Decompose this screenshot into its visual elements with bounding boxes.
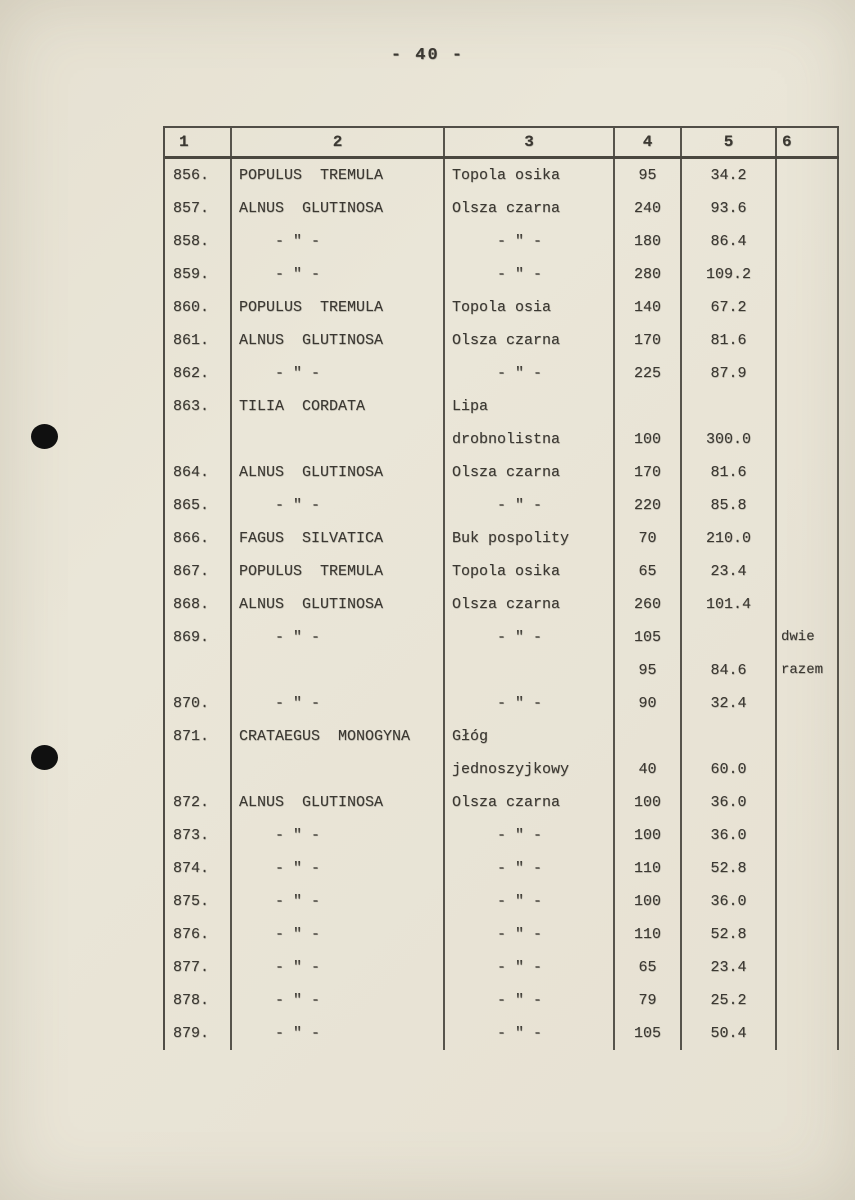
cell-note xyxy=(777,720,839,786)
cell-col4-value: 170 xyxy=(615,324,682,357)
cell-row-number: 856. xyxy=(165,159,232,192)
cell-row-number: 871. xyxy=(165,720,232,786)
cell-note xyxy=(777,918,839,951)
cell-col5-value: 23.4 xyxy=(682,555,777,588)
cell-note xyxy=(777,456,839,489)
punch-hole-bottom xyxy=(31,745,58,770)
table-row xyxy=(165,852,839,885)
cell-common-name: Lipa drobnolistna xyxy=(445,390,615,456)
cell-note xyxy=(777,1017,839,1050)
cell-note xyxy=(777,786,839,819)
cell-note xyxy=(777,951,839,984)
column-header-2: 2 xyxy=(232,128,445,156)
cell-common-name: - " - xyxy=(445,1017,615,1050)
cell-col5-value: 36.0 xyxy=(682,786,777,819)
table-row xyxy=(165,819,839,852)
cell-col5-value: 50.4 xyxy=(682,1017,777,1050)
cell-col4-value: 105 95 xyxy=(615,621,682,687)
cell-col4-value: 240 xyxy=(615,192,682,225)
cell-latin-name: - " - xyxy=(232,258,445,291)
cell-note xyxy=(777,225,839,258)
cell-note xyxy=(777,687,839,720)
cell-common-name: - " - xyxy=(445,852,615,885)
cell-row-number: 863. xyxy=(165,390,232,456)
cell-col4-value: 100 xyxy=(615,885,682,918)
cell-col4-value: 140 xyxy=(615,291,682,324)
cell-col4-value: 95 xyxy=(615,159,682,192)
cell-col5-value: 25.2 xyxy=(682,984,777,1017)
cell-col5-value: 87.9 xyxy=(682,357,777,390)
cell-col5-value: 210.0 xyxy=(682,522,777,555)
cell-col5-value: 109.2 xyxy=(682,258,777,291)
cell-common-name: Olsza czarna xyxy=(445,786,615,819)
cell-common-name: - " - xyxy=(445,258,615,291)
column-header-1: 1 xyxy=(165,128,232,156)
cell-col4-value: 79 xyxy=(615,984,682,1017)
cell-row-number: 877. xyxy=(165,951,232,984)
table-row xyxy=(165,687,839,720)
cell-row-number: 868. xyxy=(165,588,232,621)
cell-note xyxy=(777,489,839,522)
cell-common-name: Topola osia xyxy=(445,291,615,324)
cell-col4-value: 225 xyxy=(615,357,682,390)
cell-row-number: 859. xyxy=(165,258,232,291)
cell-col5-value: 84.6 xyxy=(682,621,777,687)
cell-col4-value: 280 xyxy=(615,258,682,291)
cell-latin-name: CRATAEGUS MONOGYNA xyxy=(232,720,445,786)
column-header-5: 5 xyxy=(682,128,777,156)
cell-col5-value: 85.8 xyxy=(682,489,777,522)
cell-row-number: 872. xyxy=(165,786,232,819)
cell-latin-name: - " - xyxy=(232,819,445,852)
cell-row-number: 862. xyxy=(165,357,232,390)
cell-latin-name: - " - xyxy=(232,984,445,1017)
cell-common-name: - " - xyxy=(445,984,615,1017)
cell-col5-value: 52.8 xyxy=(682,918,777,951)
cell-common-name: Topola osika xyxy=(445,555,615,588)
cell-common-name: Olsza czarna xyxy=(445,192,615,225)
table-row xyxy=(165,159,839,192)
cell-latin-name: - " - xyxy=(232,621,445,687)
cell-common-name: Olsza czarna xyxy=(445,456,615,489)
cell-note xyxy=(777,390,839,456)
cell-col5-value: 67.2 xyxy=(682,291,777,324)
cell-note xyxy=(777,588,839,621)
table-row xyxy=(165,192,839,225)
cell-latin-name: - " - xyxy=(232,489,445,522)
cell-note xyxy=(777,522,839,555)
punch-hole-top xyxy=(31,424,58,449)
table-row xyxy=(165,324,839,357)
table-row xyxy=(165,456,839,489)
cell-row-number: 873. xyxy=(165,819,232,852)
cell-col5-value: 36.0 xyxy=(682,819,777,852)
cell-note xyxy=(777,885,839,918)
cell-note xyxy=(777,984,839,1017)
cell-note xyxy=(777,192,839,225)
cell-note xyxy=(777,555,839,588)
cell-col4-value: 105 xyxy=(615,1017,682,1050)
column-header-3: 3 xyxy=(445,128,615,156)
cell-row-number: 867. xyxy=(165,555,232,588)
cell-latin-name: - " - xyxy=(232,687,445,720)
cell-latin-name: ALNUS GLUTINOSA xyxy=(232,588,445,621)
table-row xyxy=(165,555,839,588)
cell-note xyxy=(777,357,839,390)
cell-col4-value: 70 xyxy=(615,522,682,555)
table-row xyxy=(165,291,839,324)
cell-common-name: - " - xyxy=(445,621,615,687)
table-body xyxy=(165,159,839,1050)
cell-col4-value: 100 xyxy=(615,390,682,456)
cell-col4-value: 90 xyxy=(615,687,682,720)
cell-common-name: - " - xyxy=(445,225,615,258)
cell-col5-value: 32.4 xyxy=(682,687,777,720)
cell-latin-name: POPULUS TREMULA xyxy=(232,291,445,324)
table-row xyxy=(165,390,839,456)
cell-latin-name: POPULUS TREMULA xyxy=(232,159,445,192)
cell-latin-name: - " - xyxy=(232,951,445,984)
cell-row-number: 865. xyxy=(165,489,232,522)
table-row xyxy=(165,720,839,786)
cell-col4-value: 260 xyxy=(615,588,682,621)
cell-row-number: 860. xyxy=(165,291,232,324)
cell-latin-name: - " - xyxy=(232,1017,445,1050)
cell-col4-value: 220 xyxy=(615,489,682,522)
cell-latin-name: POPULUS TREMULA xyxy=(232,555,445,588)
cell-latin-name: ALNUS GLUTINOSA xyxy=(232,456,445,489)
cell-row-number: 875. xyxy=(165,885,232,918)
cell-col5-value: 81.6 xyxy=(682,324,777,357)
cell-row-number: 869. xyxy=(165,621,232,687)
cell-note xyxy=(777,819,839,852)
cell-col4-value: 180 xyxy=(615,225,682,258)
cell-col5-value: 86.4 xyxy=(682,225,777,258)
cell-note xyxy=(777,159,839,192)
cell-note xyxy=(777,258,839,291)
table-row xyxy=(165,258,839,291)
cell-col4-value: 65 xyxy=(615,555,682,588)
column-header-6: 6 xyxy=(777,128,839,156)
cell-common-name: Głóg jednoszyjkowy xyxy=(445,720,615,786)
cell-latin-name: - " - xyxy=(232,918,445,951)
column-header-4: 4 xyxy=(615,128,682,156)
cell-col5-value: 36.0 xyxy=(682,885,777,918)
cell-common-name: - " - xyxy=(445,951,615,984)
table-row xyxy=(165,885,839,918)
cell-col5-value: 81.6 xyxy=(682,456,777,489)
cell-row-number: 879. xyxy=(165,1017,232,1050)
cell-col5-value: 101.4 xyxy=(682,588,777,621)
cell-latin-name: - " - xyxy=(232,225,445,258)
table-row xyxy=(165,225,839,258)
table-row xyxy=(165,621,839,687)
cell-latin-name: ALNUS GLUTINOSA xyxy=(232,192,445,225)
cell-common-name: - " - xyxy=(445,687,615,720)
cell-row-number: 861. xyxy=(165,324,232,357)
cell-common-name: Olsza czarna xyxy=(445,588,615,621)
cell-latin-name: TILIA CORDATA xyxy=(232,390,445,456)
table-row xyxy=(165,522,839,555)
cell-col4-value: 100 xyxy=(615,786,682,819)
cell-latin-name: ALNUS GLUTINOSA xyxy=(232,786,445,819)
cell-col5-value: 23.4 xyxy=(682,951,777,984)
cell-row-number: 876. xyxy=(165,918,232,951)
cell-col4-value: 40 xyxy=(615,720,682,786)
page-number: - 40 - xyxy=(390,46,465,65)
cell-common-name: Buk pospolity xyxy=(445,522,615,555)
table-row xyxy=(165,951,839,984)
cell-note xyxy=(777,291,839,324)
cell-row-number: 864. xyxy=(165,456,232,489)
table-row xyxy=(165,357,839,390)
table-row xyxy=(165,984,839,1017)
cell-row-number: 857. xyxy=(165,192,232,225)
cell-row-number: 878. xyxy=(165,984,232,1017)
cell-row-number: 858. xyxy=(165,225,232,258)
table-header xyxy=(165,128,839,159)
cell-row-number: 866. xyxy=(165,522,232,555)
table-row xyxy=(165,786,839,819)
data-table xyxy=(163,126,839,1050)
cell-note xyxy=(777,852,839,885)
cell-col5-value: 52.8 xyxy=(682,852,777,885)
cell-col4-value: 110 xyxy=(615,918,682,951)
cell-note xyxy=(777,324,839,357)
cell-latin-name: - " - xyxy=(232,357,445,390)
cell-common-name: - " - xyxy=(445,489,615,522)
cell-latin-name: FAGUS SILVATICA xyxy=(232,522,445,555)
cell-common-name: - " - xyxy=(445,357,615,390)
cell-col4-value: 65 xyxy=(615,951,682,984)
cell-col4-value: 110 xyxy=(615,852,682,885)
cell-col5-value: 300.0 xyxy=(682,390,777,456)
cell-row-number: 870. xyxy=(165,687,232,720)
cell-col5-value: 34.2 xyxy=(682,159,777,192)
cell-col4-value: 100 xyxy=(615,819,682,852)
cell-common-name: - " - xyxy=(445,819,615,852)
cell-common-name: Olsza czarna xyxy=(445,324,615,357)
cell-common-name: Topola osika xyxy=(445,159,615,192)
cell-common-name: - " - xyxy=(445,885,615,918)
cell-row-number: 874. xyxy=(165,852,232,885)
cell-latin-name: - " - xyxy=(232,852,445,885)
table-row xyxy=(165,1017,839,1050)
cell-note: dwie razem xyxy=(777,621,839,687)
cell-col5-value: 60.0 xyxy=(682,720,777,786)
cell-col4-value: 170 xyxy=(615,456,682,489)
table-row xyxy=(165,918,839,951)
cell-latin-name: ALNUS GLUTINOSA xyxy=(232,324,445,357)
cell-col5-value: 93.6 xyxy=(682,192,777,225)
table-row xyxy=(165,588,839,621)
cell-common-name: - " - xyxy=(445,918,615,951)
cell-latin-name: - " - xyxy=(232,885,445,918)
table-row xyxy=(165,489,839,522)
